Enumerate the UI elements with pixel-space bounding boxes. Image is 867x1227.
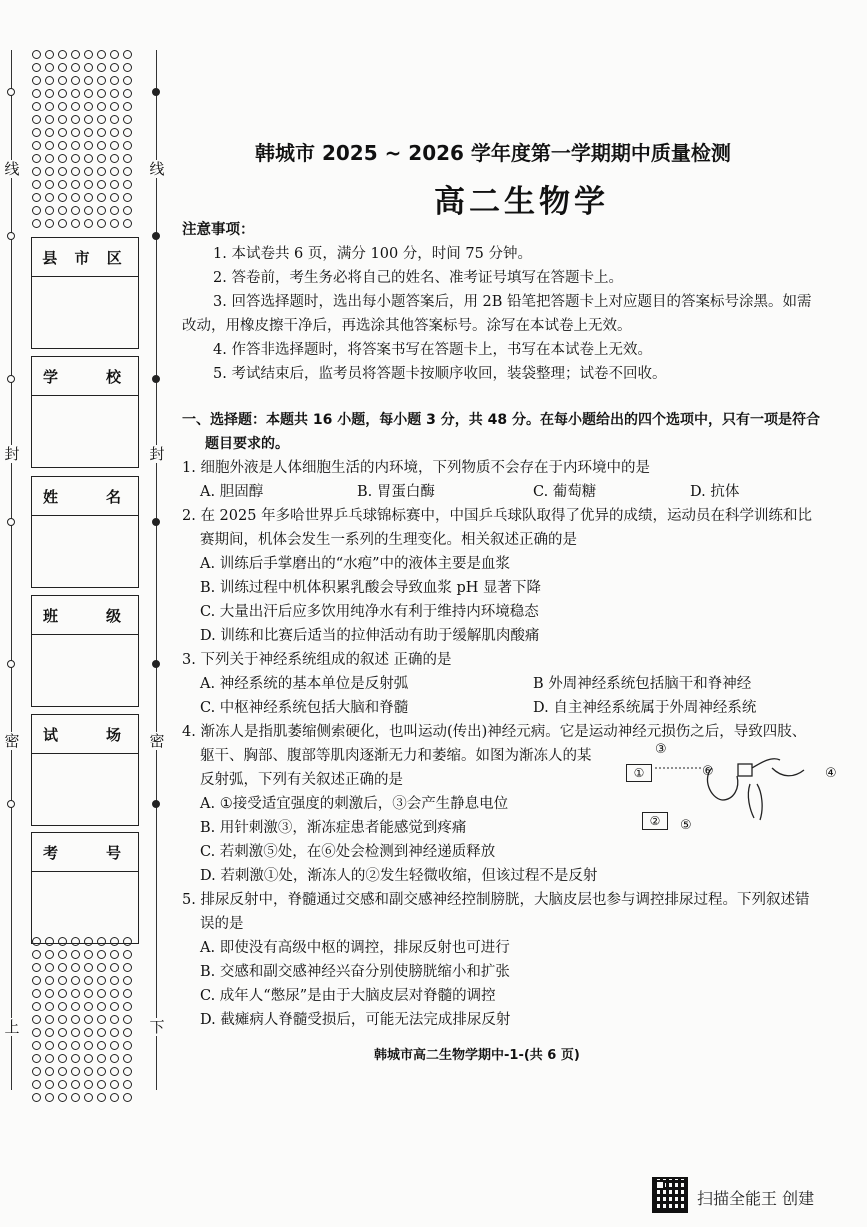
binding-dot — [45, 976, 54, 985]
binding-dot — [123, 989, 132, 998]
binding-dot — [123, 193, 132, 202]
binding-dot — [123, 1015, 132, 1024]
binding-dot — [123, 141, 132, 150]
binding-dot — [58, 963, 67, 972]
seal-char: 封 — [149, 445, 165, 463]
dot-grid-top — [30, 48, 134, 230]
binding-dot — [97, 50, 106, 59]
binding-dot — [58, 1028, 67, 1037]
notice-heading: 注意事项： — [182, 222, 255, 238]
binding-dot — [32, 1015, 41, 1024]
field-exam-number[interactable] — [31, 832, 139, 944]
binding-dot — [45, 76, 54, 85]
binding-dot — [84, 989, 93, 998]
question-stem: 1. 细胞外液是人体细胞生活的内环境，下列物质不会存在于内环境中的是 — [182, 460, 650, 476]
binding-dot — [123, 167, 132, 176]
binding-dot — [110, 1002, 119, 1011]
line-marker — [7, 800, 15, 808]
binding-dot — [123, 89, 132, 98]
binding-dot — [45, 989, 54, 998]
option-c[interactable]: C. 成年人“憋尿”是由于大脑皮层对脊髓的调控 — [200, 988, 496, 1004]
option-b[interactable]: B. 胃蛋白酶 — [357, 484, 435, 500]
question-stem: 躯干、胸部、腹部等肌肉逐渐无力和萎缩。如图为渐冻人的某 — [200, 748, 592, 764]
binding-dot — [58, 1054, 67, 1063]
binding-dot — [97, 76, 106, 85]
line-marker — [152, 232, 160, 240]
binding-dot — [58, 206, 67, 215]
option-a[interactable]: A. 神经系统的基本单位是反射弧 — [200, 676, 409, 692]
binding-dot — [110, 1015, 119, 1024]
binding-dot — [97, 63, 106, 72]
binding-dot — [110, 63, 119, 72]
binding-dot — [45, 115, 54, 124]
option-d[interactable]: D. 自主神经系统属于外周神经系统 — [533, 700, 757, 716]
binding-dot — [32, 50, 41, 59]
option-c[interactable]: C. 若刺激⑤处，在⑥处会检测到神经递质释放 — [200, 844, 496, 860]
binding-dot — [123, 1041, 132, 1050]
binding-dot — [110, 950, 119, 959]
binding-dot — [45, 50, 54, 59]
question-stem: 4. 渐冻人是指肌萎缩侧索硬化，也叫运动(传出)神经元病。它是运动神经元损伤之后，导致四肢、 — [182, 724, 807, 740]
seal-char: 上 — [4, 1018, 20, 1036]
binding-dot — [71, 1054, 80, 1063]
binding-dot — [71, 950, 80, 959]
binding-dot — [84, 102, 93, 111]
diagram-label-4: ④ — [825, 766, 837, 781]
question-stem: 反射弧，下列有关叙述正确的是 — [200, 772, 403, 788]
binding-dot — [32, 1054, 41, 1063]
binding-dot — [97, 1041, 106, 1050]
field-exam-room[interactable] — [31, 714, 139, 826]
option-c[interactable]: C. 大量出汗后应多饮用纯净水有利于维持内环境稳态 — [200, 604, 539, 620]
notice-item: 4. 作答非选择题时，将答案书写在答题卡上，书写在本试卷上无效。 — [213, 342, 652, 358]
option-a[interactable]: A. 训练后手掌磨出的“水疱”中的液体主要是血浆 — [200, 556, 511, 572]
binding-dot — [84, 180, 93, 189]
scanner-watermark: 扫描全能王 创建 — [697, 1189, 815, 1208]
binding-dot — [97, 963, 106, 972]
question-stem: 5. 排尿反射中，脊髓通过交感和副交感神经控制膀胱，大脑皮层也参与调控排尿过程。下列叙述错 — [182, 892, 810, 908]
binding-dot — [84, 1080, 93, 1089]
binding-dot — [71, 1041, 80, 1050]
line-marker — [7, 232, 15, 240]
binding-dot — [84, 963, 93, 972]
binding-dot — [84, 1015, 93, 1024]
binding-dot — [84, 128, 93, 137]
binding-dot — [58, 128, 67, 137]
binding-dot — [45, 206, 54, 215]
binding-dot — [84, 1041, 93, 1050]
binding-dot — [97, 167, 106, 176]
binding-dot — [97, 976, 106, 985]
binding-dot — [71, 102, 80, 111]
binding-dot — [123, 1054, 132, 1063]
binding-dot — [58, 167, 67, 176]
binding-dot — [71, 141, 80, 150]
binding-dot — [84, 141, 93, 150]
option-d[interactable]: D. 截瘫病人脊髓受损后，可能无法完成排尿反射 — [200, 1012, 511, 1028]
binding-dot — [123, 950, 132, 959]
seal-line-left — [11, 50, 12, 1090]
binding-dot — [45, 193, 54, 202]
binding-dot — [71, 76, 80, 85]
seal-char: 密 — [149, 732, 165, 750]
binding-dot — [71, 1015, 80, 1024]
field-label: 姓 名 — [32, 477, 138, 516]
option-d[interactable]: D. 若刺激①处，渐冻人的②发生轻微收缩，但该过程不是反射 — [200, 868, 598, 884]
binding-dot — [84, 193, 93, 202]
binding-dot — [123, 1093, 132, 1102]
binding-dot — [110, 1041, 119, 1050]
binding-dot — [110, 219, 119, 228]
binding-dot — [110, 76, 119, 85]
binding-dot — [97, 1093, 106, 1102]
binding-dot — [58, 989, 67, 998]
binding-dot — [32, 193, 41, 202]
notice-item: 3. 回答选择题时，选出每小题答案后，用 2B 铅笔把答题卡上对应题目的答案标号涂黑。如需 — [213, 294, 812, 310]
binding-dot — [97, 950, 106, 959]
seal-line-right — [156, 50, 157, 1090]
field-label: 考 号 — [32, 833, 138, 872]
binding-dot — [97, 89, 106, 98]
line-marker — [152, 518, 160, 526]
binding-dot — [97, 206, 106, 215]
binding-dot — [71, 180, 80, 189]
binding-dot — [45, 219, 54, 228]
binding-dot — [110, 102, 119, 111]
binding-dot — [123, 50, 132, 59]
binding-dot — [58, 115, 67, 124]
option-c[interactable]: C. 葡萄糖 — [533, 484, 597, 500]
binding-dot — [45, 1067, 54, 1076]
binding-dot — [45, 1002, 54, 1011]
binding-dot — [45, 963, 54, 972]
binding-dot — [32, 1041, 41, 1050]
seal-char: 线 — [149, 160, 165, 178]
binding-dot — [32, 141, 41, 150]
notice-item: 1. 本试卷共 6 页，满分 100 分，时间 75 分钟。 — [213, 246, 532, 262]
binding-dot — [110, 1093, 119, 1102]
qr-code-icon — [652, 1177, 688, 1213]
binding-dot — [110, 167, 119, 176]
binding-dot — [32, 206, 41, 215]
binding-dot — [32, 963, 41, 972]
binding-dot — [97, 180, 106, 189]
binding-dot — [71, 963, 80, 972]
binding-dot — [84, 950, 93, 959]
exam-title: 韩城市 2025 ~ 2026 学年度第一学期期中质量检测 — [255, 141, 731, 165]
seal-char: 下 — [149, 1018, 165, 1036]
binding-dot — [123, 180, 132, 189]
option-a[interactable]: A. ①接受适宜强度的刺激后，③会产生静息电位 — [200, 796, 509, 812]
binding-dot — [71, 1080, 80, 1089]
binding-dot — [97, 1080, 106, 1089]
binding-dot — [58, 1015, 67, 1024]
diagram-label-6: ⑥ — [702, 764, 714, 779]
binding-dot — [58, 193, 67, 202]
binding-dot — [45, 102, 54, 111]
binding-dot — [71, 219, 80, 228]
binding-dot — [58, 1093, 67, 1102]
binding-dot — [110, 180, 119, 189]
binding-dot — [71, 1028, 80, 1037]
binding-dot — [123, 128, 132, 137]
binding-dot — [58, 976, 67, 985]
section-heading-cont: 题目要求的。 — [205, 436, 289, 452]
binding-dot — [71, 63, 80, 72]
binding-dot — [58, 63, 67, 72]
binding-dot — [71, 89, 80, 98]
binding-dot — [58, 76, 67, 85]
page-footer: 韩城市高二生物学期中-1-(共 6 页) — [374, 1048, 580, 1063]
binding-dot — [110, 1080, 119, 1089]
binding-dot — [97, 989, 106, 998]
option-a[interactable]: A. 胆固醇 — [200, 484, 264, 500]
line-marker — [152, 88, 160, 96]
field-county[interactable] — [31, 237, 139, 349]
section-heading: 一、选择题：本题共 16 小题，每小题 3 分，共 48 分。在每小题给出的四个选项中，只有一项是符合 — [182, 412, 820, 428]
seal-char: 线 — [4, 160, 20, 178]
field-label: 试 场 — [32, 715, 138, 754]
question-stem: 赛期间，机体会发生一系列的生理变化。相关叙述正确的是 — [200, 532, 577, 548]
binding-dot — [97, 102, 106, 111]
binding-dot — [84, 976, 93, 985]
binding-dot — [110, 976, 119, 985]
binding-dot — [110, 1054, 119, 1063]
option-b[interactable]: B 外周神经系统包括脑干和脊神经 — [533, 676, 752, 692]
binding-dot — [32, 63, 41, 72]
option-b[interactable]: B. 训练过程中机体积累乳酸会导致血浆 pH 显著下降 — [200, 580, 542, 596]
field-name[interactable] — [31, 476, 139, 588]
seal-char: 密 — [4, 732, 20, 750]
binding-dot — [45, 1028, 54, 1037]
binding-dot — [110, 963, 119, 972]
question-stem: 2. 在 2025 年多哈世界乒乓球锦标赛中，中国乒乓球队取得了优异的成绩，运动员在科学训练和比 — [182, 508, 813, 524]
binding-dot — [110, 193, 119, 202]
binding-dot — [123, 206, 132, 215]
binding-dot — [45, 1015, 54, 1024]
binding-dot — [58, 141, 67, 150]
binding-dot — [32, 180, 41, 189]
binding-dot — [123, 154, 132, 163]
binding-dot — [84, 89, 93, 98]
binding-dot — [45, 141, 54, 150]
binding-dot — [97, 141, 106, 150]
binding-dot — [97, 1002, 106, 1011]
line-marker — [152, 800, 160, 808]
binding-dot — [110, 115, 119, 124]
option-a[interactable]: A. 即使没有高级中枢的调控，排尿反射也可进行 — [200, 940, 510, 956]
binding-dot — [97, 1028, 106, 1037]
binding-dot — [58, 50, 67, 59]
binding-dot — [123, 963, 132, 972]
binding-dot — [58, 1041, 67, 1050]
binding-dot — [84, 1002, 93, 1011]
binding-dot — [84, 1028, 93, 1037]
binding-dot — [32, 950, 41, 959]
binding-dot — [45, 167, 54, 176]
binding-dot — [97, 154, 106, 163]
subject-title: 高二生物学 — [434, 184, 609, 220]
notice-item: 2. 答卷前，考生务必将自己的姓名、准考证号填写在答题卡上。 — [213, 270, 623, 286]
binding-dot — [97, 1067, 106, 1076]
binding-dot — [32, 76, 41, 85]
question-stem: 3. 下列关于神经系统组成的叙述 正确的是 — [182, 652, 452, 668]
notice-item: 5. 考试结束后，监考员将答题卡按顺序收回，装袋整理；试卷不回收。 — [213, 366, 667, 382]
binding-dot — [84, 154, 93, 163]
binding-dot — [97, 219, 106, 228]
binding-dot — [58, 1080, 67, 1089]
binding-dot — [58, 154, 67, 163]
binding-dot — [45, 1041, 54, 1050]
binding-dot — [45, 63, 54, 72]
binding-dot — [110, 206, 119, 215]
line-marker — [7, 660, 15, 668]
binding-dot — [123, 219, 132, 228]
dot-grid-bottom — [30, 935, 134, 1104]
line-marker — [7, 518, 15, 526]
binding-dot — [84, 63, 93, 72]
line-marker — [7, 375, 15, 383]
question-stem: 误的是 — [200, 916, 244, 932]
binding-dot — [45, 950, 54, 959]
binding-dot — [123, 1028, 132, 1037]
binding-dot — [84, 76, 93, 85]
binding-dot — [123, 115, 132, 124]
binding-dot — [123, 63, 132, 72]
binding-dot — [110, 1067, 119, 1076]
line-marker — [152, 375, 160, 383]
binding-dot — [123, 1002, 132, 1011]
binding-dot — [32, 128, 41, 137]
binding-dot — [58, 180, 67, 189]
binding-dot — [110, 1028, 119, 1037]
binding-dot — [71, 128, 80, 137]
binding-dot — [71, 206, 80, 215]
binding-dot — [32, 1080, 41, 1089]
binding-dot — [58, 1002, 67, 1011]
binding-dot — [84, 219, 93, 228]
option-d[interactable]: D. 训练和比赛后适当的拉伸活动有助于缓解肌肉酸痛 — [200, 628, 540, 644]
binding-dot — [32, 1093, 41, 1102]
binding-dot — [123, 1080, 132, 1089]
option-c[interactable]: C. 中枢神经系统包括大脑和脊髓 — [200, 700, 409, 716]
field-class[interactable] — [31, 595, 139, 707]
binding-dot — [84, 50, 93, 59]
binding-dot — [45, 1080, 54, 1089]
binding-dot — [97, 193, 106, 202]
binding-dot — [32, 115, 41, 124]
field-school[interactable] — [31, 356, 139, 468]
binding-dot — [84, 1054, 93, 1063]
binding-dot — [58, 950, 67, 959]
binding-dot — [71, 1002, 80, 1011]
binding-dot — [58, 89, 67, 98]
binding-dot — [110, 89, 119, 98]
binding-dot — [84, 206, 93, 215]
binding-dot — [71, 989, 80, 998]
reflex-arc-diagram — [622, 738, 842, 838]
binding-dot — [110, 154, 119, 163]
binding-dot — [45, 180, 54, 189]
binding-dot — [110, 50, 119, 59]
binding-dot — [58, 219, 67, 228]
binding-dot — [110, 128, 119, 137]
field-label: 班 级 — [32, 596, 138, 635]
binding-dot — [32, 1002, 41, 1011]
diagram-label-3: ③ — [655, 742, 667, 757]
binding-dot — [45, 128, 54, 137]
field-label: 县 市 区 — [32, 238, 138, 277]
binding-dot — [110, 989, 119, 998]
binding-dot — [97, 1054, 106, 1063]
option-d[interactable]: D. 抗体 — [690, 484, 740, 500]
binding-dot — [71, 1067, 80, 1076]
binding-dot — [32, 1067, 41, 1076]
notice-item: 改动，用橡皮擦干净后，再选涂其他答案标号。涂写在本试卷上无效。 — [182, 318, 632, 334]
binding-dot — [97, 115, 106, 124]
binding-dot — [45, 1093, 54, 1102]
binding-dot — [32, 989, 41, 998]
diagram-label-1: ① — [626, 764, 652, 782]
binding-dot — [45, 154, 54, 163]
binding-dot — [71, 154, 80, 163]
diagram-label-5: ⑤ — [680, 818, 692, 833]
binding-dot — [71, 167, 80, 176]
binding-dot — [97, 128, 106, 137]
line-marker — [152, 660, 160, 668]
binding-dot — [32, 89, 41, 98]
line-marker — [7, 88, 15, 96]
binding-dot — [84, 1093, 93, 1102]
binding-dot — [32, 154, 41, 163]
binding-dot — [84, 1067, 93, 1076]
option-b[interactable]: B. 用针刺激③，渐冻症患者能感觉到疼痛 — [200, 820, 467, 836]
binding-dot — [32, 167, 41, 176]
seal-char: 封 — [4, 445, 20, 463]
binding-dot — [123, 976, 132, 985]
field-label: 学 校 — [32, 357, 138, 396]
binding-dot — [32, 1028, 41, 1037]
binding-dot — [45, 1054, 54, 1063]
diagram-label-2: ② — [642, 812, 668, 830]
binding-dot — [58, 102, 67, 111]
binding-dot — [110, 141, 119, 150]
binding-dot — [123, 76, 132, 85]
binding-dot — [71, 115, 80, 124]
binding-dot — [84, 115, 93, 124]
binding-dot — [45, 89, 54, 98]
binding-dot — [71, 976, 80, 985]
binding-dot — [71, 50, 80, 59]
binding-dot — [71, 193, 80, 202]
option-b[interactable]: B. 交感和副交感神经兴奋分别使膀胱缩小和扩张 — [200, 964, 510, 980]
binding-dot — [32, 219, 41, 228]
binding-dot — [97, 1015, 106, 1024]
binding-dot — [84, 167, 93, 176]
binding-dot — [58, 1067, 67, 1076]
binding-dot — [32, 102, 41, 111]
binding-dot — [123, 1067, 132, 1076]
binding-dot — [32, 976, 41, 985]
binding-dot — [123, 102, 132, 111]
binding-dot — [71, 1093, 80, 1102]
